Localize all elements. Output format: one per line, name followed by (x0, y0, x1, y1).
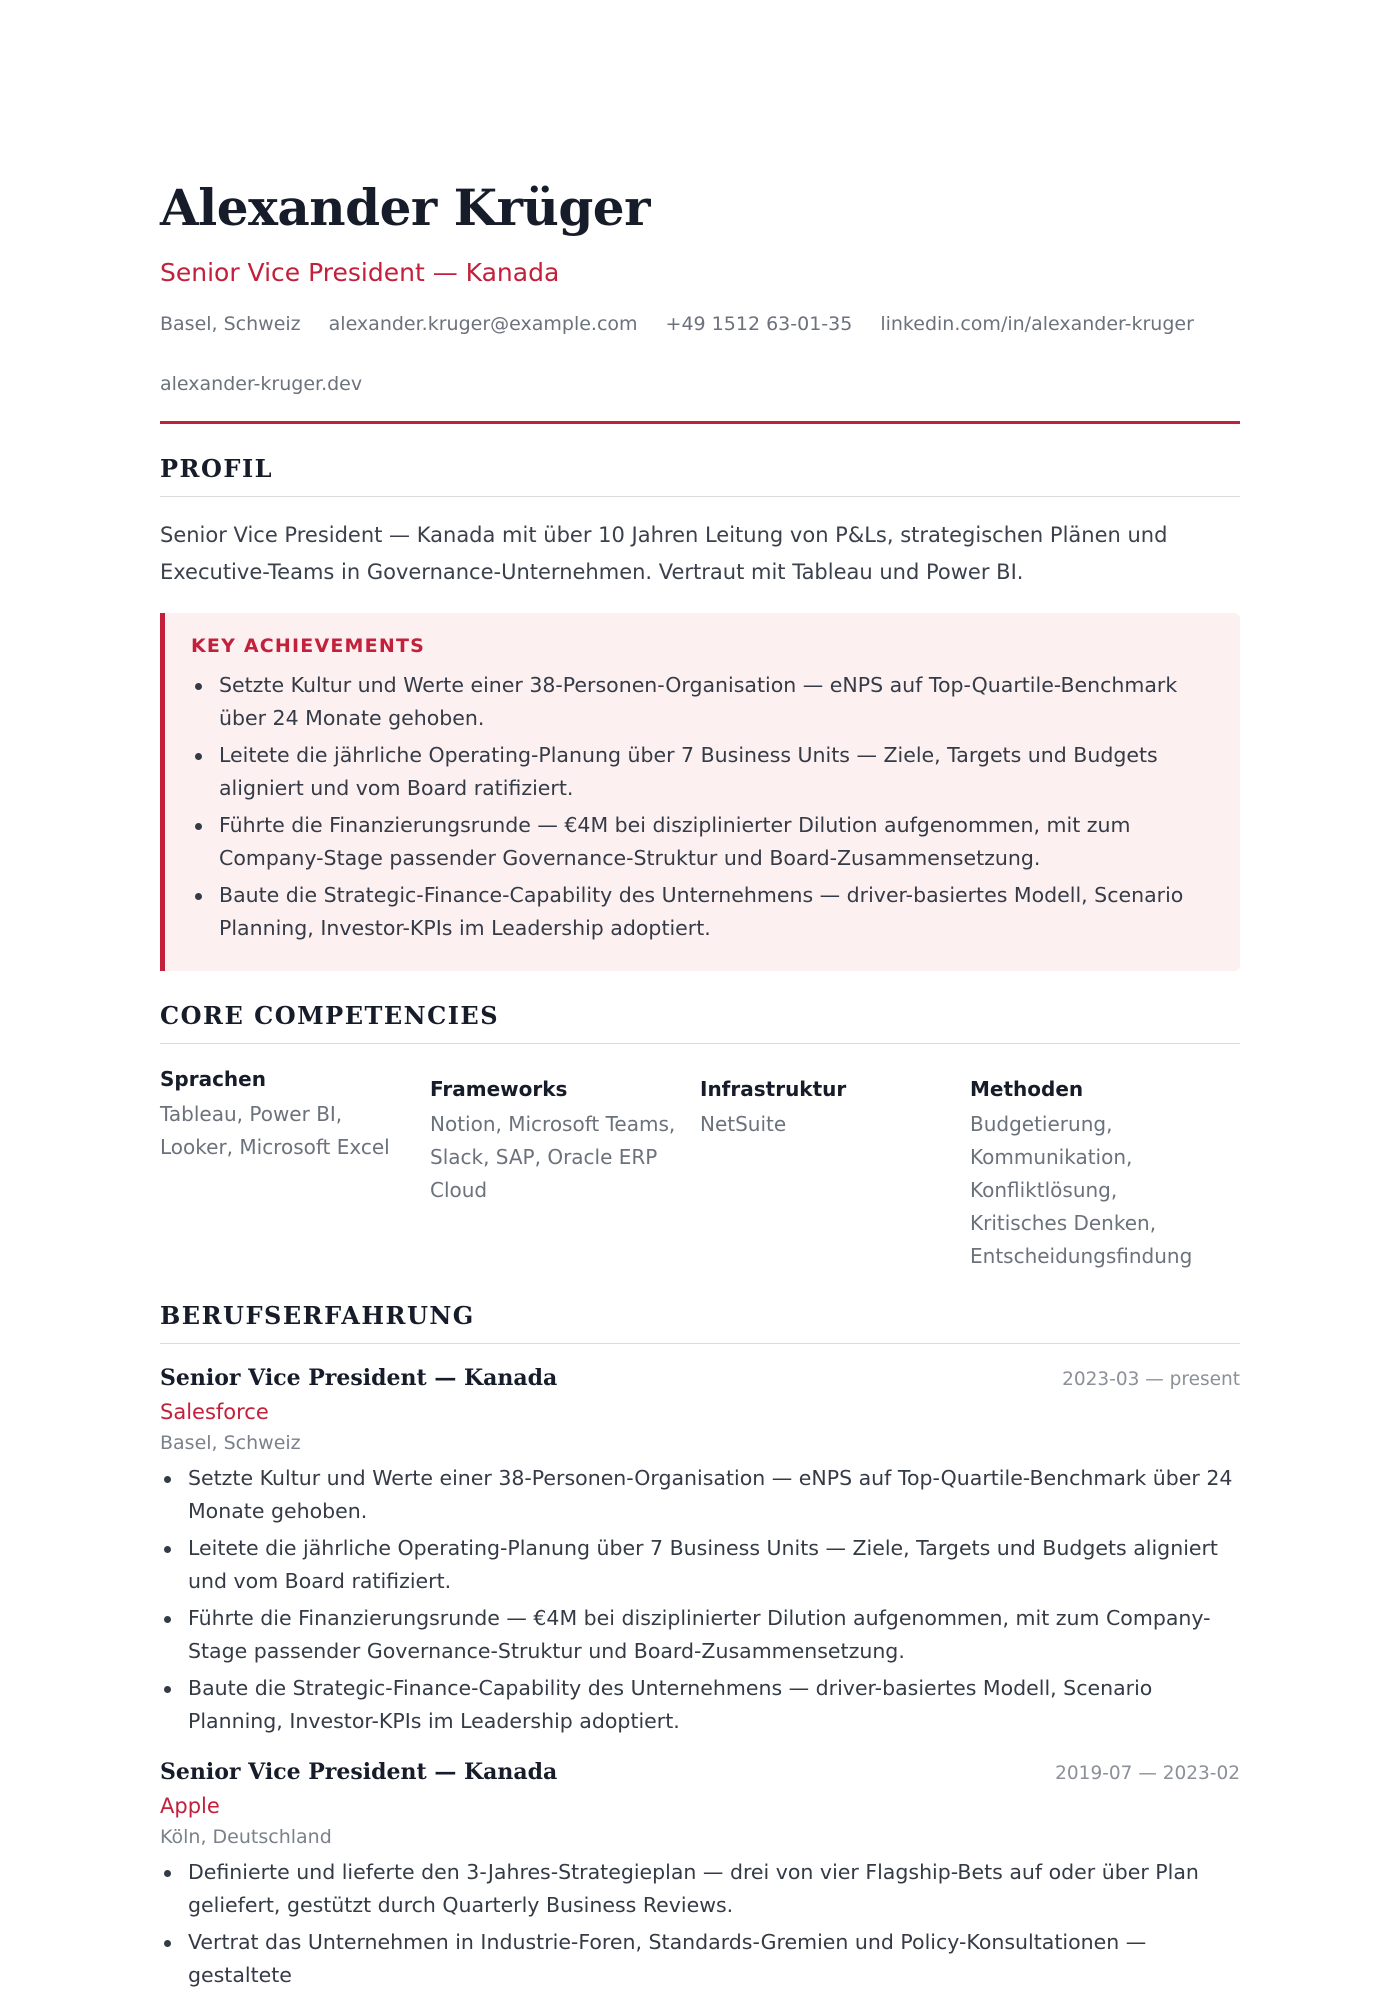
job-location: Basel, Schweiz (160, 1432, 301, 1454)
contact-list (160, 307, 1240, 401)
job-company: Salesforce (160, 1400, 269, 1424)
section-divider (160, 1043, 1240, 1044)
competencies-grid (160, 1064, 1240, 1273)
contact-location: Basel, Schweiz (160, 313, 301, 335)
job-header-row (160, 1362, 1240, 1394)
job-bullets (160, 1462, 1240, 1738)
competency-body: Notion, Microsoft Teams, Slack, SAP, Oracle ERP Cloud (430, 1112, 676, 1202)
job-bullet: Setzte Kultur und Werte einer 38-Personen-Organisation — eNPS auf Top-Quartile-Benchmark über 24 Monate gehoben. (160, 1462, 1240, 1528)
competency-column (430, 1064, 700, 1273)
contact-website[interactable]: alexander-kruger.dev (160, 373, 363, 395)
job-bullet: Vertrat das Unternehmen in Industrie-Foren, Standards-Gremien und Policy-Konsultationen — gestaltete (160, 1926, 1240, 1992)
competency-head: Sprachen (160, 1067, 266, 1091)
achievement-item: Führte die Finanzierungsrunde — €4M bei disziplinierter Dilution aufgenommen, mit zum Company-Stage passender Governance-Struktur und Board-Zusammensetzung. (191, 809, 1212, 875)
job-bullet: Leitete die jährliche Operating-Planung über 7 Business Units — Ziele, Targets und Budgets aligniert und vom Board ratifiziert. (160, 1532, 1240, 1598)
achievement-item: Setzte Kultur und Werte einer 38-Personen-Organisation — eNPS auf Top-Quartile-Benchmark über 24 Monate gehoben. (191, 669, 1212, 735)
achievement-item: Leitete die jährliche Operating-Planung über 7 Business Units — Ziele, Targets und Budgets aligniert und vom Board ratifiziert. (191, 739, 1212, 805)
competency-column (700, 1064, 970, 1273)
competency-column (970, 1064, 1240, 1273)
job-entry (160, 1756, 1240, 1992)
competency-column (160, 1064, 430, 1273)
competencies-heading: CORE COMPETENCIES (160, 1001, 500, 1030)
job-bullet: Führte die Finanzierungsrunde — €4M bei disziplinierter Dilution aufgenommen, mit zum Company-Stage passender Governance-Struktur und Board-Zusammensetzung. (160, 1602, 1240, 1668)
job-dates: 2023-03 — present (1062, 1369, 1240, 1390)
job-bullet: Baute die Strategic-Finance-Capability des Unternehmens — driver-basiertes Modell, Scenario Planning, Investor-KPIs im Leadership adoptiert. (160, 1672, 1240, 1738)
competency-head: Infrastruktur (700, 1077, 847, 1101)
job-company: Apple (160, 1794, 220, 1818)
contact-email[interactable]: alexander.kruger@example.com (328, 313, 638, 335)
experience-heading: BERUFSERFAHRUNG (160, 1301, 475, 1330)
resume-content (160, 178, 1240, 1996)
candidate-title: Senior Vice President — Kanada (160, 258, 560, 287)
profile-heading: PROFIL (160, 454, 274, 483)
experience-section (160, 1301, 1240, 1992)
job-dates: 2019-07 — 2023-02 (1055, 1763, 1240, 1784)
profile-section (160, 454, 1240, 971)
section-divider (160, 1343, 1240, 1344)
key-achievements-box (160, 613, 1240, 971)
competency-body: NetSuite (700, 1112, 787, 1136)
job-header-row (160, 1756, 1240, 1788)
job-role: Senior Vice President — Kanada (160, 1759, 558, 1785)
competency-head: Frameworks (430, 1077, 568, 1101)
achievement-item: Baute die Strategic-Finance-Capability des Unternehmens — driver-basiertes Modell, Scenario Planning, Investor-KPIs im Leadership adoptiert. (191, 879, 1212, 945)
competency-body: Tableau, Power BI, Looker, Microsoft Excel (160, 1102, 390, 1159)
competencies-section (160, 1001, 1240, 1273)
contact-linkedin[interactable]: linkedin.com/in/alexander-kruger (880, 313, 1194, 335)
job-entry (160, 1362, 1240, 1738)
candidate-name: Alexander Krüger (160, 178, 650, 237)
competency-body: Budgetierung, Kommunikation, Konfliktlösung, Kritisches Denken, Entscheidungsfindung (970, 1112, 1193, 1268)
profile-summary: Senior Vice President — Kanada mit über 10 Jahren Leitung von P&Ls, strategischen Plänen und Executive-Teams in Governance-Unternehmen. Vertraut mit Tableau und Power BI. (160, 523, 1168, 584)
contact-phone[interactable]: +49 1512 63-01-35 (665, 313, 853, 335)
section-divider (160, 496, 1240, 497)
job-role: Senior Vice President — Kanada (160, 1365, 558, 1391)
job-bullets (160, 1856, 1240, 1992)
competency-head: Methoden (970, 1077, 1084, 1101)
key-achievements-heading: KEY ACHIEVEMENTS (191, 635, 425, 657)
achievements-list (191, 669, 1212, 945)
header-divider (160, 421, 1240, 424)
job-bullet: Definierte und lieferte den 3-Jahres-Strategieplan — drei von vier Flagship-Bets auf oder über Plan geliefert, gestützt durch Quarterly Business Reviews. (160, 1856, 1240, 1922)
job-location: Köln, Deutschland (160, 1826, 332, 1848)
